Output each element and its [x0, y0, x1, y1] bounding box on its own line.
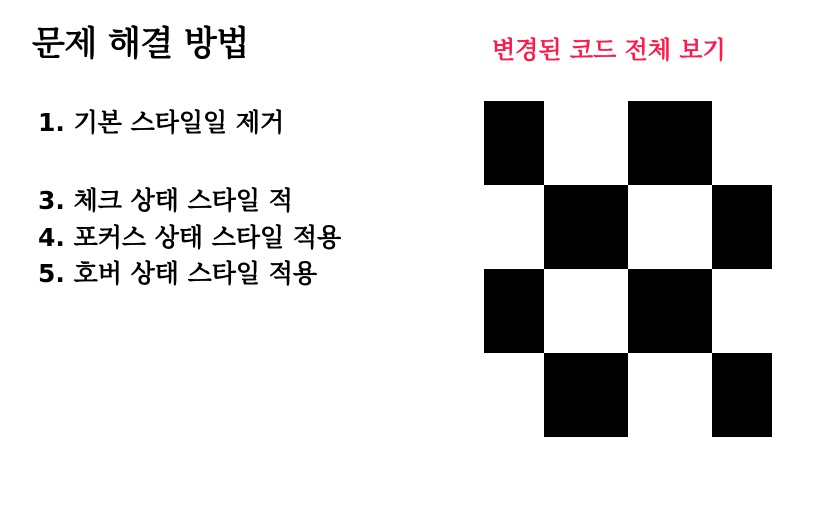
view-full-code-link[interactable]: 변경된 코드 전체 보기	[492, 36, 726, 64]
step-item-5: 5. 호버 상태 스타일 적용	[38, 259, 318, 288]
checker-square	[544, 353, 628, 437]
step-item-4: 4. 포커스 상태 스타일 적용	[38, 223, 342, 252]
checker-square	[712, 353, 772, 437]
checker-square	[628, 101, 712, 185]
checker-square	[628, 269, 712, 353]
checker-square	[484, 101, 544, 185]
page-title: 문제 해결 방법	[32, 24, 249, 64]
step-item-3: 3. 체크 상태 스타일 적	[38, 186, 293, 215]
checker-square	[544, 185, 628, 269]
checker-square	[712, 185, 772, 269]
checker-pattern	[484, 101, 772, 437]
step-item-1: 1. 기본 스타일일 제거	[38, 108, 285, 137]
checker-square	[484, 269, 544, 353]
